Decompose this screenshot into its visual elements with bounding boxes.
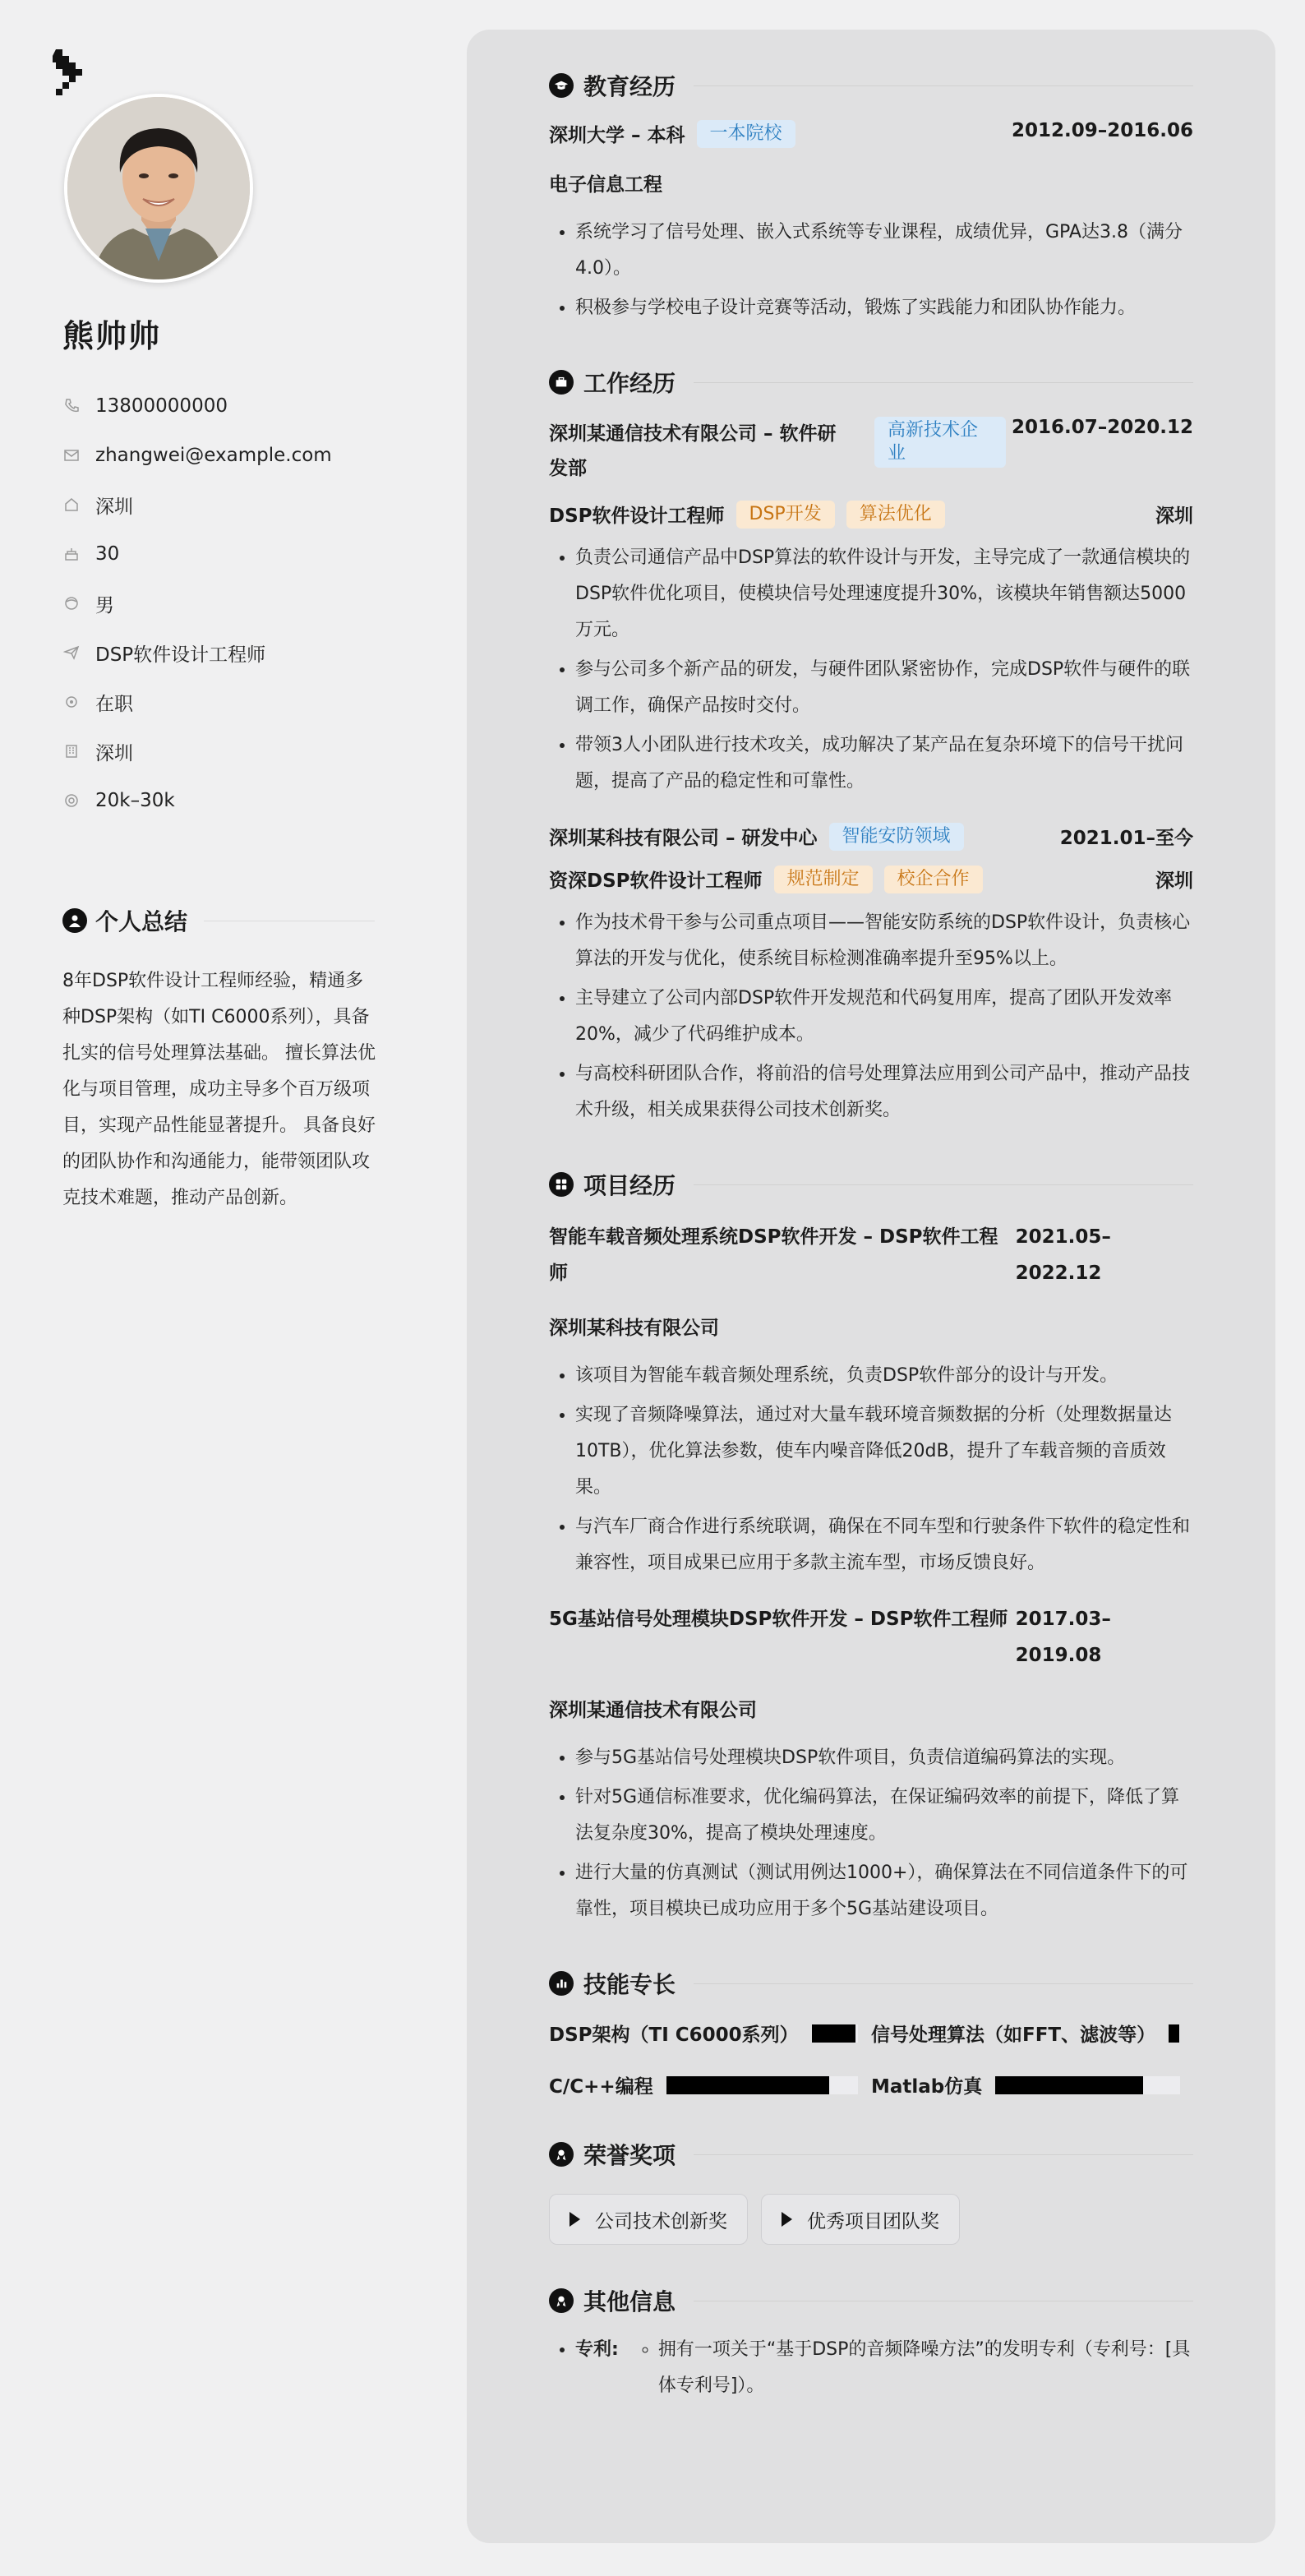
- skills-grid: [549, 2020, 1193, 2098]
- project-company: 深圳某通信技术有限公司: [549, 1700, 757, 1721]
- skill-level-fill: [1169, 2024, 1179, 2043]
- skill-level-fill: [666, 2076, 829, 2094]
- phone-value: 13800000000: [95, 395, 228, 417]
- list-item: • 作为技术骨干参与公司重点项目——智能安防系统的DSP软件设计，负责核心算法的开发与优化，使系统目标检测准确率提升至95%以上。: [575, 905, 1193, 977]
- list-item: • 该项目为智能车载音频处理系统，负责DSP软件部分的设计与开发。: [575, 1358, 1193, 1394]
- education-date: 2012.09–2016.06: [1011, 120, 1193, 141]
- company-tag: 智能安防领域: [829, 823, 964, 851]
- info-position: [62, 628, 332, 677]
- play-icon: [782, 2212, 792, 2227]
- project-entry: [549, 1601, 1193, 1927]
- grid-icon: [549, 1172, 574, 1197]
- project-name: 5G基站信号处理模块DSP软件开发 – DSP软件工程师: [549, 1609, 1008, 1630]
- other-label: • 专利:: [575, 2339, 619, 2360]
- other-title: 其他信息: [583, 2288, 676, 2315]
- info-email: [62, 431, 332, 480]
- projects-heading: [549, 1161, 1193, 1207]
- skill-item: [871, 2071, 1193, 2098]
- salary-value: 20k–30k: [95, 790, 175, 811]
- info-icon: [549, 2288, 574, 2313]
- project-company: 深圳某科技有限公司: [549, 1318, 719, 1339]
- candidate-name: 熊帅帅: [62, 318, 162, 354]
- skill-tag: 算法优化: [846, 501, 945, 529]
- company-tag: 高新技术企业: [874, 417, 1006, 468]
- education-heading: [549, 62, 1193, 108]
- list-item: • 参与5G基站信号处理模块DSP软件项目，负责信道编码算法的实现。: [575, 1740, 1193, 1776]
- project-date: 2017.03–2019.08: [1015, 1609, 1111, 1666]
- project-bullets: [549, 1358, 1193, 1581]
- projects-title: 项目经历: [583, 1172, 676, 1199]
- work-bullets: [549, 540, 1193, 800]
- info-location: [62, 480, 332, 529]
- skill-item: [871, 2020, 1193, 2047]
- summary-text: 8年DSP软件设计工程师经验，精通多种DSP架构（如TI C6000系列），具备扎实的信号处理算法基础。 擅长算法优化与项目管理，成功主导多个百万级项目，实现产品性能显著提升。 具备良好的团队协作和沟通能力，能带领团队攻克技术难题，推动产品创新。: [62, 971, 376, 1208]
- work-date: 2016.07–2020.12: [1011, 417, 1193, 438]
- skill-tag: DSP开发: [736, 501, 835, 529]
- skill-name: DSP架构（TI C6000系列）: [549, 2024, 799, 2046]
- list-item: [575, 2332, 1193, 2407]
- award-item[interactable]: [761, 2194, 960, 2245]
- job-city: 深圳: [1155, 506, 1193, 527]
- info-status: [62, 677, 332, 727]
- status-value: 在职: [95, 693, 133, 715]
- skill-tag: 规范制定: [774, 866, 873, 893]
- resume-main-panel: [467, 30, 1275, 2543]
- education-bullets: [549, 215, 1193, 326]
- list-item: • 主导建立了公司内部DSP软件开发规范和代码复用库，提高了团队开发效率20%，减少了代码维护成本。: [575, 981, 1193, 1053]
- status-icon: [62, 693, 81, 711]
- skills-title: 技能专长: [583, 1971, 676, 1998]
- education-title: 教育经历: [583, 73, 676, 100]
- awards-heading: [549, 2131, 1193, 2177]
- other-list: [549, 2332, 1193, 2407]
- list-item: • 带领3人小团队进行技术攻关，成功解决了某产品在复杂环境下的信号干扰问题，提高了产品的稳定性和可靠性。: [575, 727, 1193, 800]
- send-icon: [62, 644, 81, 662]
- skill-item: [549, 2020, 871, 2047]
- education-entry: [549, 120, 1193, 326]
- mail-icon: [62, 446, 81, 464]
- list-item: • 负责公司通信产品中DSP算法的软件设计与开发，主导完成了一款通信模块的DSP软件优化项目，使模块信号处理速度提升30%，该模块年销售额达5000万元。: [575, 540, 1193, 649]
- list-item: • 积极参与学校电子设计竞赛等活动，锻炼了实践能力和团队协作能力。: [575, 290, 1193, 326]
- project-entry: [549, 1219, 1193, 1581]
- cake-icon: [62, 545, 81, 563]
- company-name: 深圳某科技有限公司 – 研发中心: [549, 828, 818, 849]
- school-tag: 一本院校: [697, 120, 795, 148]
- summary-heading: [62, 904, 375, 937]
- award-label: 优秀项目团队奖: [807, 2210, 939, 2232]
- email-value: zhangwei@example.com: [95, 445, 332, 466]
- skills-heading: [549, 1960, 1193, 2006]
- skill-level-bar: [666, 2076, 858, 2094]
- skill-level-bar: [1169, 2024, 1180, 2043]
- list-item: • 与高校科研团队合作，将前沿的信号处理算法应用到公司产品中，推动产品技术升级，相关成果获得公司技术创新奖。: [575, 1056, 1193, 1129]
- awards-list: [549, 2194, 1193, 2245]
- project-bullets: [549, 1740, 1193, 1927]
- list-item: • 实现了音频降噪算法，通过对大量车载环境音频数据的分析（处理数据量达10TB），优化算法参数，使车内噪音降低20dB，提升了车载音频的音质效果。: [575, 1397, 1193, 1506]
- work-city-value: 深圳: [95, 742, 133, 764]
- user-icon: [62, 908, 87, 933]
- project-date: 2021.05–2022.12: [1015, 1226, 1111, 1284]
- money-icon: [62, 792, 81, 810]
- contact-info-list: [62, 381, 332, 825]
- gender-value: 男: [95, 594, 114, 616]
- gender-icon: [62, 594, 81, 612]
- avatar: [64, 94, 253, 283]
- list-item: • 参与公司多个新产品的研发，与硬件团队紧密协作，完成DSP软件与硬件的联调工作，确保产品按时交付。: [575, 652, 1193, 724]
- phone-icon: [62, 397, 81, 415]
- other-heading: [549, 2278, 1193, 2324]
- job-role: 资深DSP软件设计工程师: [549, 870, 763, 892]
- company-name: 深圳某通信技术有限公司 – 软件研发部: [549, 423, 837, 479]
- list-item: • 系统学习了信号处理、嵌入式系统等专业课程，成绩优异，GPA达3.8（满分4.0）。: [575, 215, 1193, 287]
- work-title: 工作经历: [583, 370, 676, 397]
- skill-level-fill: [995, 2076, 1143, 2094]
- work-entry: [549, 823, 1193, 1129]
- summary-title: 个人总结: [95, 908, 188, 935]
- skill-item: [549, 2071, 871, 2098]
- award-item[interactable]: [549, 2194, 748, 2245]
- skill-tag: 校企合作: [884, 866, 983, 893]
- work-date: 2021.01–至今: [1059, 828, 1193, 849]
- home-icon: [62, 496, 81, 514]
- list-item: • 针对5G通信标准要求，优化编码算法，在保证编码效率的前提下，降低了算法复杂度30%，提高了模块处理速度。: [575, 1780, 1193, 1852]
- skill-level-fill: [812, 2024, 856, 2043]
- award-icon: [549, 2142, 574, 2167]
- info-work-city: [62, 727, 332, 776]
- school-name: 深圳大学 – 本科: [549, 125, 685, 146]
- education-major: 电子信息工程: [549, 174, 662, 196]
- skill-level-bar: [812, 2024, 858, 2043]
- briefcase-icon: [549, 370, 574, 395]
- info-salary: [62, 776, 332, 825]
- awards-title: 荣誉奖项: [583, 2142, 676, 2169]
- patent-text: ◦ 拥有一项关于“基于DSP的音频降噪方法”的发明专利（专利号：[具体专利号]）。: [658, 2332, 1193, 2404]
- graduation-cap-icon: [549, 73, 574, 98]
- logo-icon: [53, 46, 85, 95]
- age-value: 30: [95, 543, 120, 565]
- position-value: DSP软件设计工程师: [95, 644, 266, 666]
- skill-name: 信号处理算法（如FFT、滤波等）: [871, 2024, 1156, 2046]
- award-label: 公司技术创新奖: [595, 2210, 727, 2232]
- list-item: • 与汽车厂商合作进行系统联调，确保在不同车型和行驶条件下软件的稳定性和兼容性，项目成果已应用于多款主流车型，市场反馈良好。: [575, 1509, 1193, 1581]
- play-icon: [569, 2212, 580, 2227]
- info-gender: [62, 579, 332, 628]
- work-entry: [549, 417, 1193, 800]
- info-phone: [62, 381, 332, 431]
- info-age: [62, 529, 332, 579]
- job-role: DSP软件设计工程师: [549, 506, 725, 527]
- job-city: 深圳: [1155, 870, 1193, 892]
- work-bullets: [549, 905, 1193, 1129]
- work-heading: [549, 359, 1193, 405]
- list-item: • 进行大量的仿真测试（测试用例达1000+），确保算法在不同信道条件下的可靠性，项目模块已成功应用于多个5G基站建设项目。: [575, 1855, 1193, 1927]
- location-value: 深圳: [95, 496, 133, 518]
- skill-name: C/C++编程: [549, 2076, 653, 2098]
- project-name: 智能车载音频处理系统DSP软件开发 – DSP软件工程师: [549, 1226, 998, 1284]
- bar-chart-icon: [549, 1971, 574, 1996]
- skill-name: Matlab仿真: [871, 2076, 983, 2098]
- building-icon: [62, 742, 81, 760]
- skill-level-bar: [995, 2076, 1180, 2094]
